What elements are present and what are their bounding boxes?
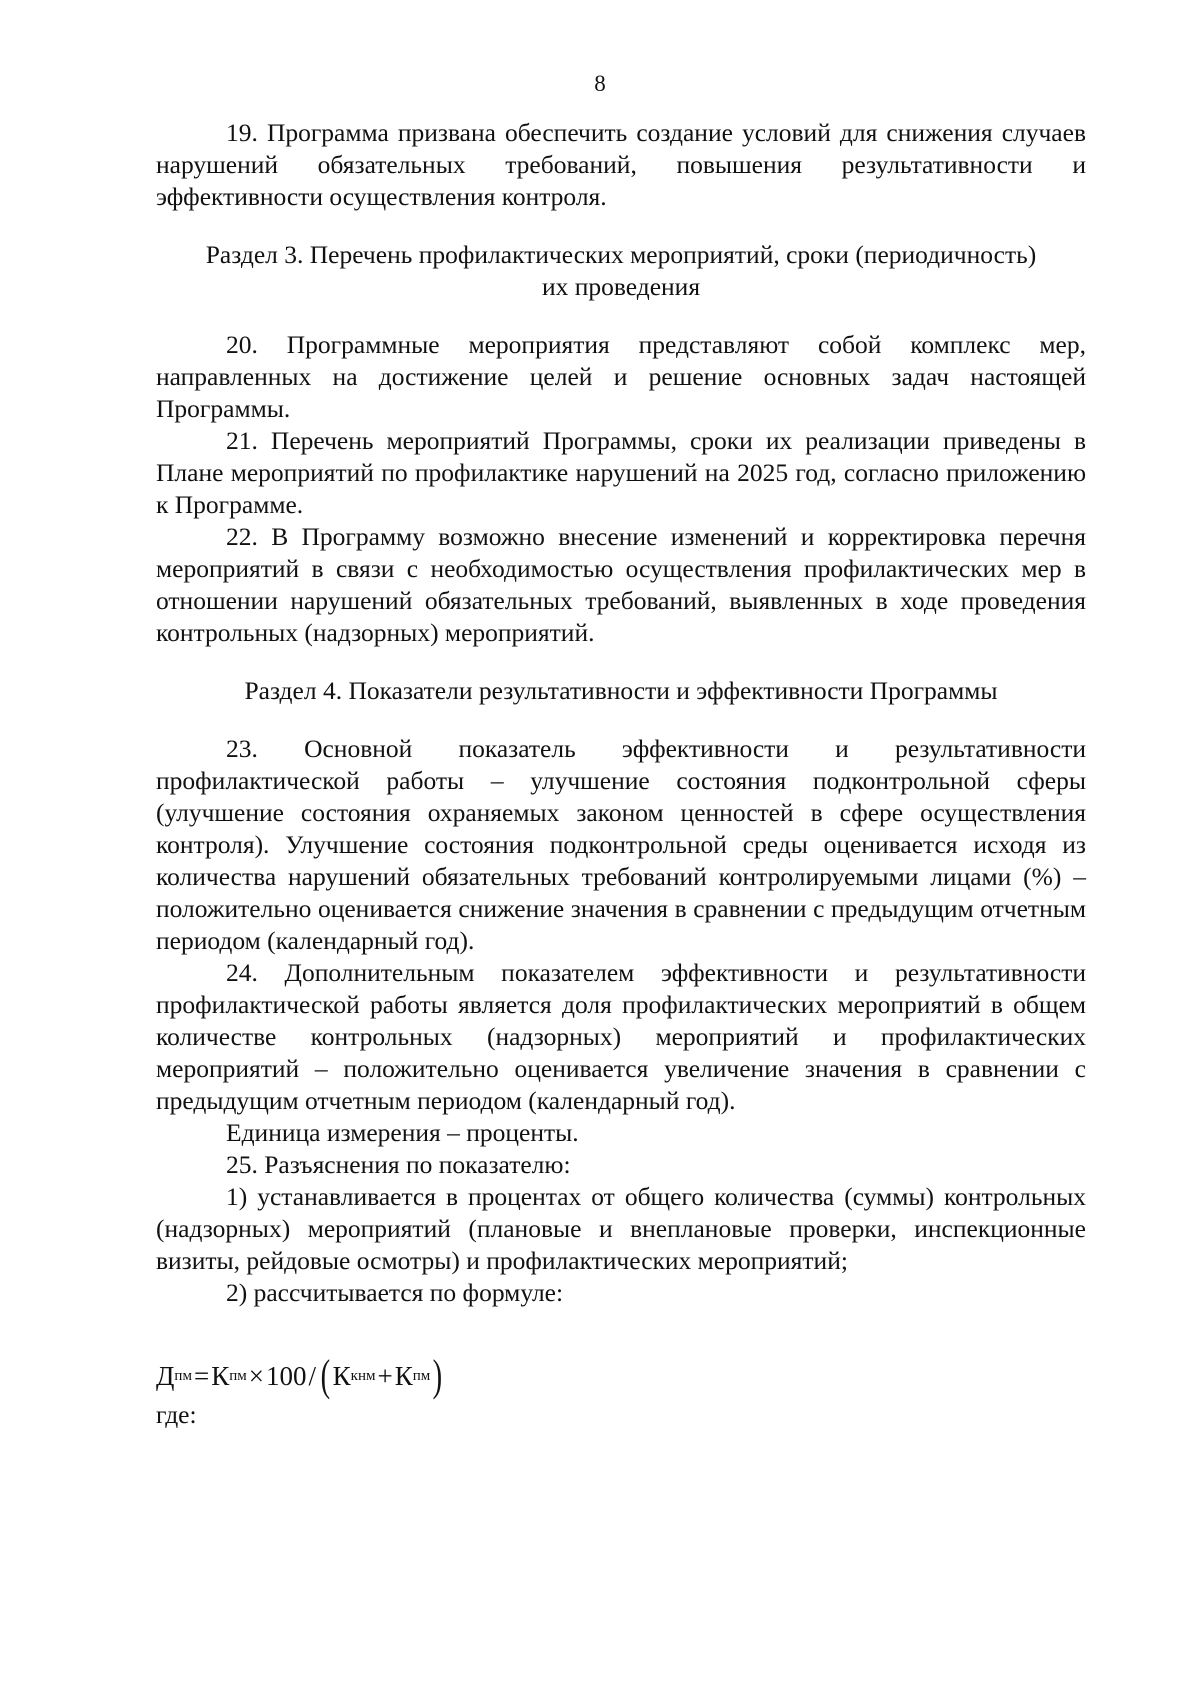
- paragraph-21: 21. Перечень мероприятий Программы, сроки их реализации приведены в Плане мероприятий по профилактике нарушений на 2025 год, согласно приложению к Программе.: [156, 426, 1086, 519]
- paragraph-25: 25. Разъяснения по показателю:: [226, 1150, 571, 1179]
- list-item-1: 1) устанавливается в процентах от общего количества (суммы) контрольных (надзорных) мероприятий (плановые и внеплановые проверки, инспекционные визиты, рейдовые осмотры) и профилактических мероприятий;: [156, 1182, 1086, 1275]
- unit-of-measure: Единица измерения – проценты.: [226, 1118, 579, 1147]
- page-number: 8: [594, 71, 606, 96]
- paragraph-24: 24. Дополнительным показателем эффективности и результативности профилактической работы является доля профилактических мероприятий в общем количестве контрольных (надзорных) мероприятий и профилактических мероприятий – положительно оценивается увеличение значения в сравнении с предыдущим отчетным периодом (календарный год).: [156, 958, 1086, 1115]
- formula: [156, 1353, 1086, 1399]
- paragraph-22: 22. В Программу возможно внесение изменений и корректировка перечня мероприятий в связи с необходимостью осуществления профилактических мер в отношении нарушений обязательных требований, выявленных в ходе проведения контрольных (надзорных) мероприятий.: [156, 522, 1086, 647]
- formula-plus: +: [377, 1361, 393, 1391]
- formula-slash: /: [308, 1361, 316, 1391]
- section-3-heading-line-2: их проведения: [541, 272, 701, 301]
- formula-equals: =: [193, 1361, 210, 1391]
- formula-lhs: Д: [156, 1361, 175, 1391]
- formula-times: ×: [248, 1361, 264, 1391]
- formula-k-pm: К: [211, 1361, 230, 1391]
- formula-k-pm-subscript: пм: [229, 1368, 247, 1384]
- formula-k-pm-2: К: [394, 1361, 413, 1391]
- formula-lhs-subscript: пм: [174, 1368, 192, 1384]
- where-label: где:: [156, 1400, 197, 1429]
- formula-number: 100: [265, 1361, 307, 1391]
- formula-k-pm-2-subscript: пм: [412, 1368, 431, 1384]
- section-3-heading-line-1: Раздел 3. Перечень профилактических мероприятий, сроки (периодичность): [205, 240, 1037, 269]
- paragraph-20: 20. Программные мероприятия представляют собой комплекс мер, направленных на достижение целей и решение основных задач настоящей Программы.: [156, 330, 1086, 423]
- formula-k-knm: К: [332, 1361, 351, 1391]
- formula-k-knm-subscript: кнм: [350, 1368, 376, 1384]
- formula-open-paren: (: [320, 1351, 331, 1400]
- list-item-2: 2) рассчитывается по формуле:: [226, 1278, 564, 1307]
- paragraph-23: 23. Основной показатель эффективности и результативности профилактической работы – улучшение состояния подконтрольной сферы (улучшение состояния охраняемых законом ценностей в сфере осуществления контроля). Улучшение состояния подконтрольной среды оценивается исходя из количества нарушений обязательных требований контролируемыми лицами (%) – положительно оценивается снижение значения в сравнении с предыдущим отчетным периодом (календарный год).: [156, 734, 1086, 955]
- section-4-heading: Раздел 4. Показатели результативности и эффективности Программы: [244, 676, 998, 705]
- formula-close-paren: ): [432, 1351, 443, 1400]
- paragraph-19: 19. Программа призвана обеспечить создание условий для снижения случаев нарушений обязательных требований, повышения результативности и эффективности осуществления контроля.: [156, 118, 1086, 211]
- page-content: [156, 117, 1086, 1431]
